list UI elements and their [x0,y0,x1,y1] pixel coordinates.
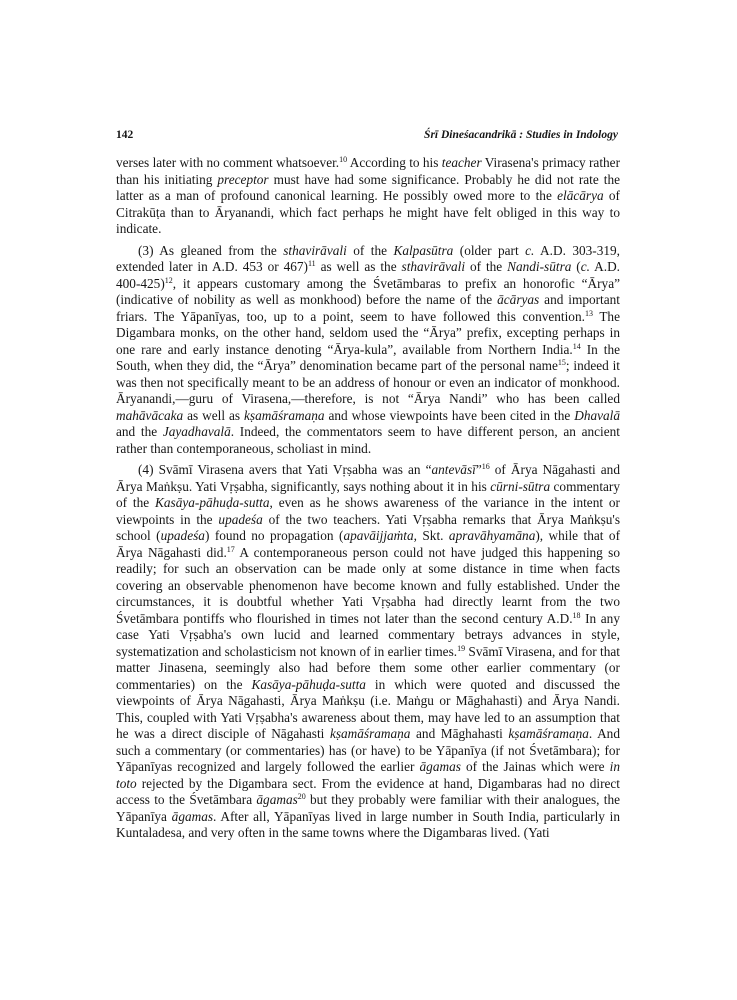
text-run: as well as the [315,259,402,274]
text-run: ; indeed it was then not specifically meant to be an address of honour or even an indicator of monkhood. Āryanandi,—guru of Virasena,—therefore, is not “Ārya Nandi” who has been called [116,358,620,406]
italic-term: āgamas [171,808,214,824]
italic-term: āgamas [419,759,461,774]
text-run: According to his [347,155,442,170]
text-run: rejected by the Digambara sect. From the evidence at hand, Digambaras had no direct access to the Śvetāmbara [116,775,620,807]
text-run: of Ārya Nāgahasti and Ārya Maṅkṣu. Yati Vṛṣabha, significantly, says nothing about it in his [116,462,620,494]
italic-term: Jayadhavalā [162,424,231,439]
paragraph-3 [116,462,620,842]
italic-term: c. [580,259,590,274]
text-run: (4) Svāmī Virasena avers that Yati Vṛṣabha was an “ [138,462,432,477]
italic-term: preceptor [217,171,269,187]
text-run: must have had some significance. Probably he did not rate the latter as a man of profound canonical learning. He possibly owed more to the [116,171,620,203]
running-head: Śrī Dineśacandrikā : Studies in Indology [424,129,618,141]
text-run: In any case Yati Vṛṣabha's own lucid and learned commentary betrays advances in style, systematization and scholasticism not known of in earlier times. [116,610,620,659]
text-run: of the [346,242,394,258]
text-run: In the South, when they did, the “Ārya” denomination became part of the personal name [116,341,620,373]
footnote-ref: 16 [481,462,490,471]
text-run: A.D. 400-425) [116,259,620,291]
italic-term: teacher [441,155,482,170]
text-run: , it appears customary among the Śvetāmbaras to prefix an honorofic “Ārya” (indicative of nobility as well as monkhood) before the name of the [116,275,620,307]
italic-term: sthavirāvali [401,259,466,274]
text-run: Virasena's primacy rather than his initiating [116,155,621,187]
italic-term: apravāhyamāna [448,528,536,543]
text-run: (older part [453,242,526,258]
italic-term: elācārya [557,188,604,203]
text-run: as well as [183,407,245,423]
page-header [116,129,618,149]
italic-term: kṣamāśramaṇa [244,407,325,423]
footnote-ref: 18 [572,610,581,620]
text-run: and Māghahasti [410,726,509,741]
italic-term: mahāvācaka [116,407,184,423]
text-run: A contemporaneous person could not have judged this happening so readily; for such an observation can be made only at some distance in time when facts covering an observable phenomenon have become known and fully established. Under the circumstances, it is doubtful whether Yati Vṛṣabha had directly learnt from the two Śvetāmbara pontiffs who flourished in times not later than the second century A.D. [116,544,621,626]
italic-term: Kasāya-pāhuḍa-sutta [155,495,270,510]
text-run: but they probably were familiar with their analogues, the Yāpanīya [116,792,620,824]
text-run: and the [116,424,163,439]
text-run: of the Jainas which were [460,759,610,774]
italic-term: Dhavalā [574,407,621,423]
italic-term: apavāijjaṁta [343,528,414,543]
text-run: The Digambara monks, on the other hand, seldom used the “Ārya” prefix, excepting perhaps in one rare and early instance denoting “Ārya-kula”, available from Northern India. [116,308,620,357]
text-run: , Skt. [413,528,449,543]
text-run: . And such a commentary (or commentaries) has (or have) to be Yāpanīya (if not Śvetāmbara); for Yāpanīyas recognized and largely followed the earlier [116,726,620,774]
footnote-ref: 20 [297,792,306,801]
paragraph-2 [116,243,620,458]
text-run: in which were quoted and discussed the viewpoints of Ārya Nāgahasti, Ārya Maṅkṣu (i.e. Maṅgu or Māghahasti) and Ārya Nandi. This, coupled with Yati Vṛṣabha's awareness about them, may have led to an assumption that he was a direct disciple of Nāgahasti [116,676,620,741]
italic-term: upadeśa [218,511,263,527]
text-run: , even as he shows awareness of the variance in the intent or viewpoints in the [116,495,620,527]
text-run: A.D. 303-319, extended later in A.D. 453 or 467) [116,242,621,274]
text-run: of Citrakūṭa than to Āryanandi, which fact perhaps he might have felt obliged in this way to indicate. [116,188,620,236]
footnote-ref: 15 [557,358,566,367]
text-run: ” [475,462,482,477]
italic-term: in toto [116,759,620,791]
italic-term: Kalpasūtra [393,242,454,258]
text-run: and whose viewpoints have been cited in the [324,407,575,423]
italic-term: antevāsī [431,462,476,477]
text-run: . After all, Yāpanīyas lived in large number in South India, particularly in Kuntaladesa, and very often in the same towns where the Digambaras lived. (Yati [116,808,621,840]
footnote-ref: 12 [164,275,173,285]
italic-term: kṣamāśramaṇa [508,726,589,741]
italic-term: cūrni-sūtra [490,478,551,494]
footnote-ref: 19 [457,643,466,653]
text-run: (3) As gleaned from the [138,242,284,258]
page-number: 142 [116,129,134,141]
footnote-ref: 11 [307,259,316,268]
text-run: Svāmī Virasena, and for that matter Jinasena, seemingly also had before them some other earlier commentary (or commentaries) on the [116,643,621,692]
text-run: of the [465,259,508,274]
text-run: of the two teachers. Yati Vṛṣabha remarks that Ārya Maṅkṣu's school ( [116,511,621,543]
footnote-ref: 13 [584,308,593,318]
footnote-ref: 14 [572,341,581,351]
italic-term: c. [525,242,535,258]
text-run: ) found no propagation ( [204,528,344,543]
text-run: . Indeed, the commentators seem to have different person, an ancient rather than contemporaneous, scholiast in mind. [116,424,620,456]
italic-term: upadeśa [160,528,205,543]
italic-term: Nandi-sūtra [507,259,572,274]
footnote-ref: 10 [339,155,348,164]
text-run: ( [571,259,581,274]
italic-term: kṣamāśramaṇa [329,726,411,741]
italic-term: āgamas [256,792,298,807]
text-run: ), while that of Ārya Nāgahasti did. [116,528,621,560]
text-run: commentary of the [116,478,620,510]
italic-term: sthavirāvali [283,242,347,258]
italic-term: ācāryas [497,292,540,307]
text-run: and important friars. The Yāpanīyas, too, up to a point, seem to have followed this convention. [116,292,620,324]
footnote-ref: 17 [226,544,235,554]
text-run: verses later with no comment whatsoever. [116,155,340,170]
paragraph-1 [116,155,620,238]
italic-term: Kasāya-pāhuḍa-sutta [251,676,366,692]
body-text [116,155,620,842]
